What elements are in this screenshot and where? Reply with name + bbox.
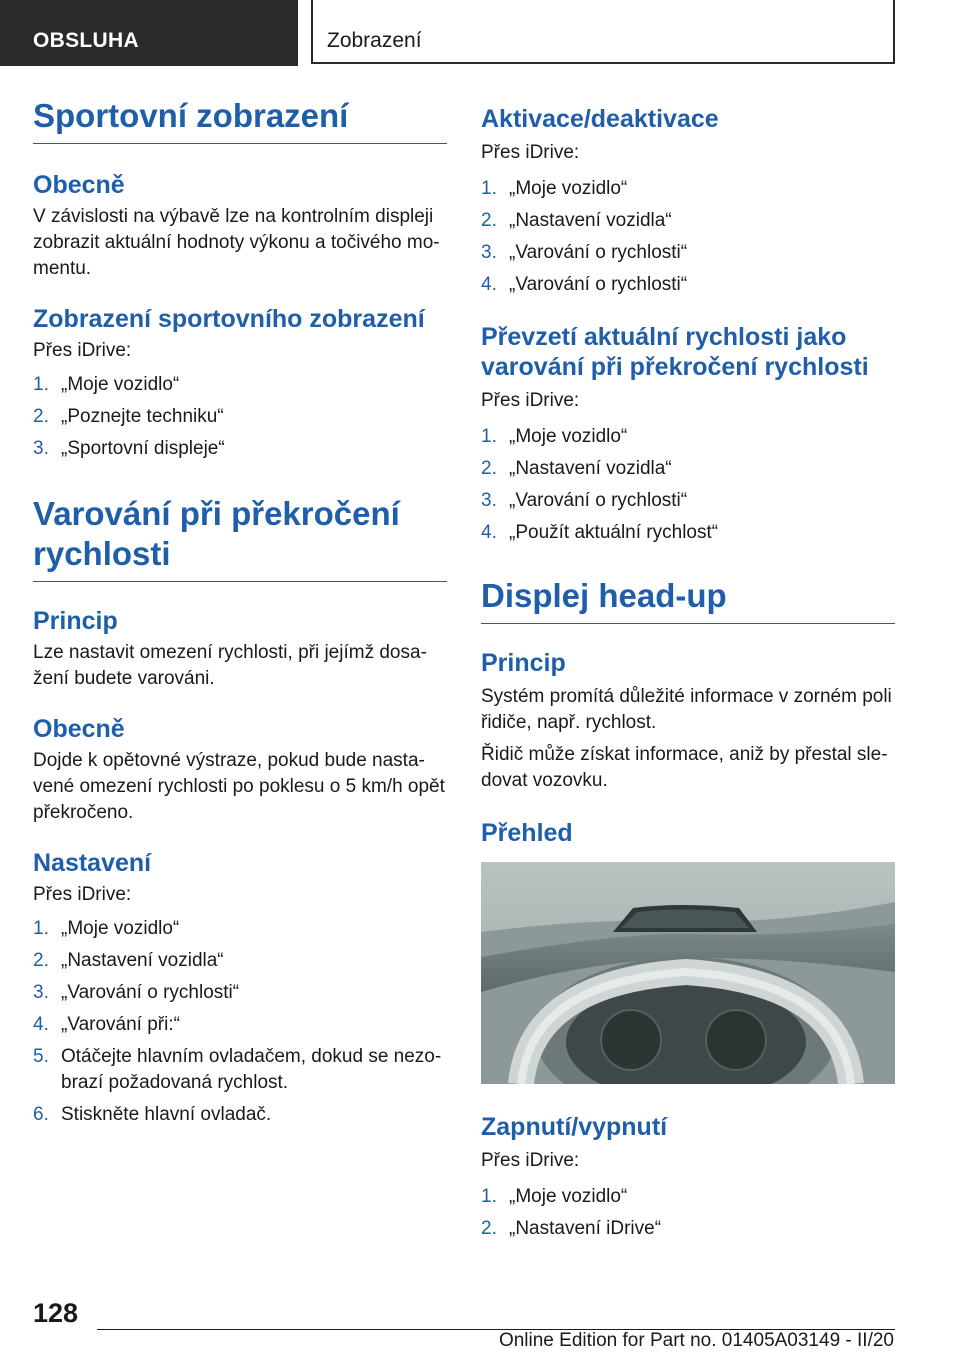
general-heading-2: Obecně bbox=[33, 715, 125, 743]
overview-heading: Přehled bbox=[481, 819, 573, 847]
list-item: 1. „Moje vozidlo“ bbox=[481, 178, 628, 199]
show-sport-display-heading: Zobrazení sportovního zobrazení bbox=[33, 305, 425, 333]
page-header bbox=[0, 0, 960, 66]
take-current-speed-heading: Převzetí aktuální rychlosti jako varování při překročení rychlosti bbox=[481, 323, 869, 381]
list-item: 1. „Moje vozidlo“ bbox=[481, 1186, 628, 1207]
speed-warning-title: Varování při překročení rychlosti bbox=[33, 494, 447, 582]
idrive-intro: Přes iDrive: bbox=[481, 390, 580, 411]
principle-text: Systém promítá důležité informace v zorném poli řidiče, např. rychlost. bbox=[481, 686, 892, 733]
list-item: 5. Otáčejte hlavním ovladačem, dokud se nezobrazí požadovaná rychlost. bbox=[33, 1046, 442, 1093]
page-number: 128 bbox=[33, 1298, 79, 1328]
edition-text: Online Edition for Part no. 01405A03149 - II/20 bbox=[498, 1330, 894, 1351]
list-item: 2. „Nastavení vozidla“ bbox=[481, 210, 672, 231]
list-item: 3. „Sportovní displeje“ bbox=[33, 438, 225, 459]
left-column bbox=[33, 96, 447, 1128]
principle-heading: Princip bbox=[33, 607, 118, 635]
list-item: 2. „Poznejte techniku“ bbox=[33, 406, 224, 427]
list-item: 2. „Nastavení vozidla“ bbox=[481, 458, 672, 479]
list-item: 3. „Varování o rychlosti“ bbox=[33, 982, 240, 1003]
idrive-intro: Přes iDrive: bbox=[481, 1150, 580, 1171]
chapter-tab: Zobrazení bbox=[311, 0, 895, 64]
settings-heading: Nastavení bbox=[33, 849, 152, 877]
general-text: V závislosti na výbavě lze na kontrolním displeji zobrazit aktuální hodnoty výkonu a točivého momentu. bbox=[33, 206, 440, 279]
idrive-intro: Přes iDrive: bbox=[33, 340, 132, 361]
dashboard-image bbox=[481, 862, 895, 1084]
right-column bbox=[481, 104, 895, 1242]
list-item: 4. „Varování při:“ bbox=[33, 1014, 180, 1035]
list-item: 6. Stiskněte hlavní ovladač. bbox=[33, 1104, 272, 1125]
sport-display-title: Sportovní zobrazení bbox=[33, 96, 447, 144]
activation-heading: Aktivace/deaktivace bbox=[481, 105, 719, 133]
settings-steps bbox=[33, 916, 447, 1128]
list-item: 3. „Varování o rychlosti“ bbox=[481, 242, 688, 263]
activation-steps bbox=[481, 176, 895, 298]
list-item: 1. „Moje vozidlo“ bbox=[33, 374, 180, 395]
head-up-display-illustration bbox=[481, 862, 895, 1084]
list-item: 2. „Nastavení iDrive“ bbox=[481, 1218, 662, 1239]
general-heading: Obecně bbox=[33, 171, 125, 199]
list-item: 4. „Použít aktuální rychlost“ bbox=[481, 522, 719, 543]
on-off-heading: Zapnutí/vypnutí bbox=[481, 1113, 668, 1141]
general-text-2: Dojde k opětovné výstraze, pokud bude nastavené omezení rychlosti po poklesu o 5 km/h opět překročeno. bbox=[33, 750, 445, 823]
principle-text-2: Řidič může získat informace, aniž by přestal sledovat vozovku. bbox=[481, 744, 888, 791]
on-off-steps bbox=[481, 1184, 895, 1242]
list-item: 4. „Varování o rychlosti“ bbox=[481, 274, 688, 295]
list-item: 1. „Moje vozidlo“ bbox=[481, 426, 628, 447]
list-item: 3. „Varování o rychlosti“ bbox=[481, 490, 688, 511]
list-item: 2. „Nastavení vozidla“ bbox=[33, 950, 224, 971]
principle-heading: Princip bbox=[481, 649, 566, 677]
idrive-intro: Přes iDrive: bbox=[481, 142, 580, 163]
sport-display-steps bbox=[33, 372, 447, 462]
head-up-display-title: Displej head-up bbox=[481, 576, 895, 624]
take-speed-steps bbox=[481, 424, 895, 546]
principle-text: Lze nastavit omezení rychlosti, při jejímž dosažení budete varováni. bbox=[33, 642, 427, 689]
idrive-intro: Přes iDrive: bbox=[33, 884, 132, 905]
list-item: 1. „Moje vozidlo“ bbox=[33, 918, 180, 939]
section-tab: OBSLUHA bbox=[0, 0, 298, 66]
